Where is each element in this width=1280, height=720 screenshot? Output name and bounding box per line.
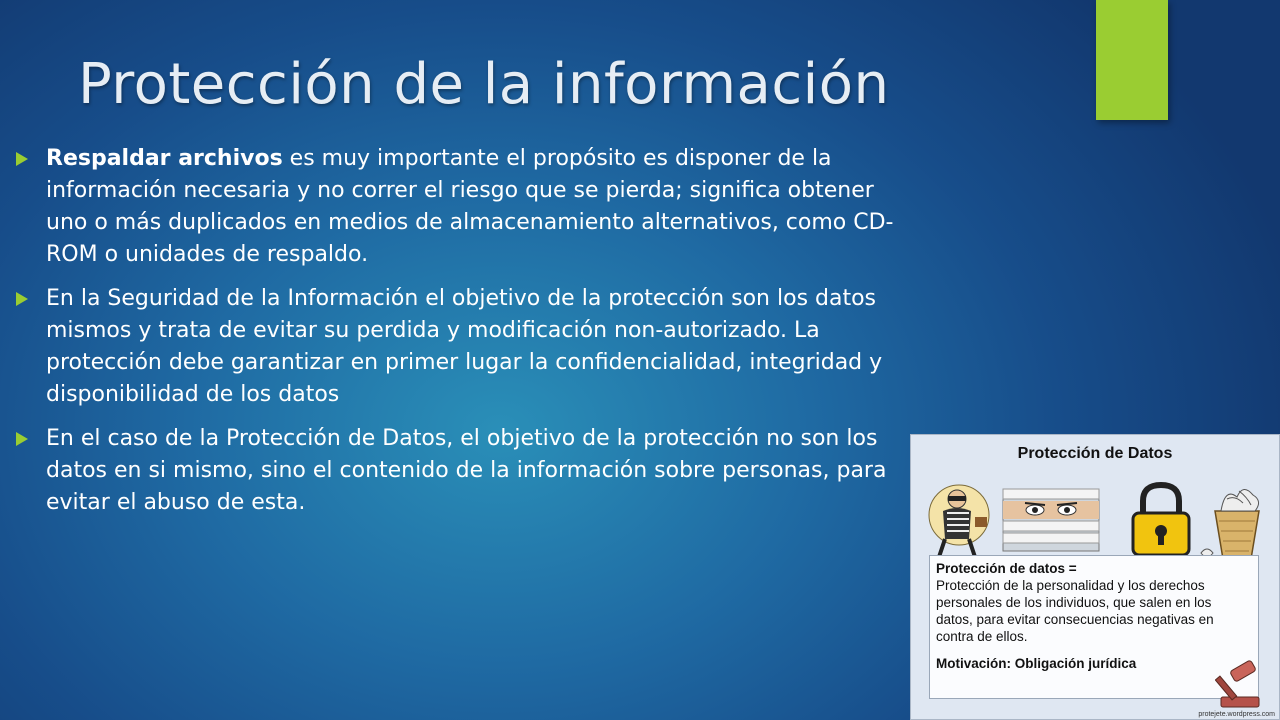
accent-bar — [1096, 0, 1168, 120]
bullet-arrow-icon — [16, 292, 28, 306]
thief-icon — [929, 485, 989, 557]
figure-icons — [925, 481, 1267, 563]
paper-basket-icon — [1201, 489, 1259, 559]
definition-line: Protección de la personalidad y los derechos — [936, 578, 1205, 593]
bullet-item — [16, 423, 916, 519]
bullet-text: En el caso de la Protección de Datos, el objetivo de la protección no son los datos en si mismo, sino el contenido de la información sobre personas, para evitar el abuso de esta. — [46, 426, 887, 515]
data-protection-figure — [910, 434, 1280, 720]
definition-line: contra de ellos. — [936, 629, 1028, 644]
slide-title: Protección de la información — [78, 52, 890, 117]
figure-watermark: protejete.wordpress.com — [1198, 711, 1275, 718]
definition-line: datos, para evitar consecuencias negativas en — [936, 612, 1214, 627]
figure-title: Protección de Datos — [1017, 445, 1173, 462]
bullet-bold-text: Respaldar archivos — [46, 146, 283, 171]
bullet-arrow-icon — [16, 152, 28, 166]
bullet-text: En la Seguridad de la Información el objetivo de la protección son los datos mismos y trata de evitar su perdida y modificación non-autorizado. La protección debe garantizar en primer lugar la confidencialidad, integridad y disponibilidad de los datos — [46, 286, 883, 407]
motivation-text: Motivación: Obligación jurídica — [936, 656, 1137, 671]
bullet-arrow-icon — [16, 432, 28, 446]
gavel-icon — [1215, 657, 1265, 709]
padlock-icon — [1133, 485, 1189, 555]
bullet-text: es muy importante el propósito es disponer de la información necesaria y no correr el riesgo que se pierda; significa obtener uno o más duplicados en medios de almacenamiento alternativos, como CD-ROM o unidades de respaldo. — [46, 146, 894, 267]
bullet-item — [16, 283, 916, 411]
eyes-through-blinds-icon — [1003, 489, 1099, 551]
definition-box — [929, 555, 1259, 699]
bullet-item — [16, 143, 916, 271]
definition-line: personales de los individuos, que salen en los — [936, 595, 1212, 610]
bullet-list — [16, 143, 916, 531]
definition-heading: Protección de datos = — [936, 561, 1077, 576]
